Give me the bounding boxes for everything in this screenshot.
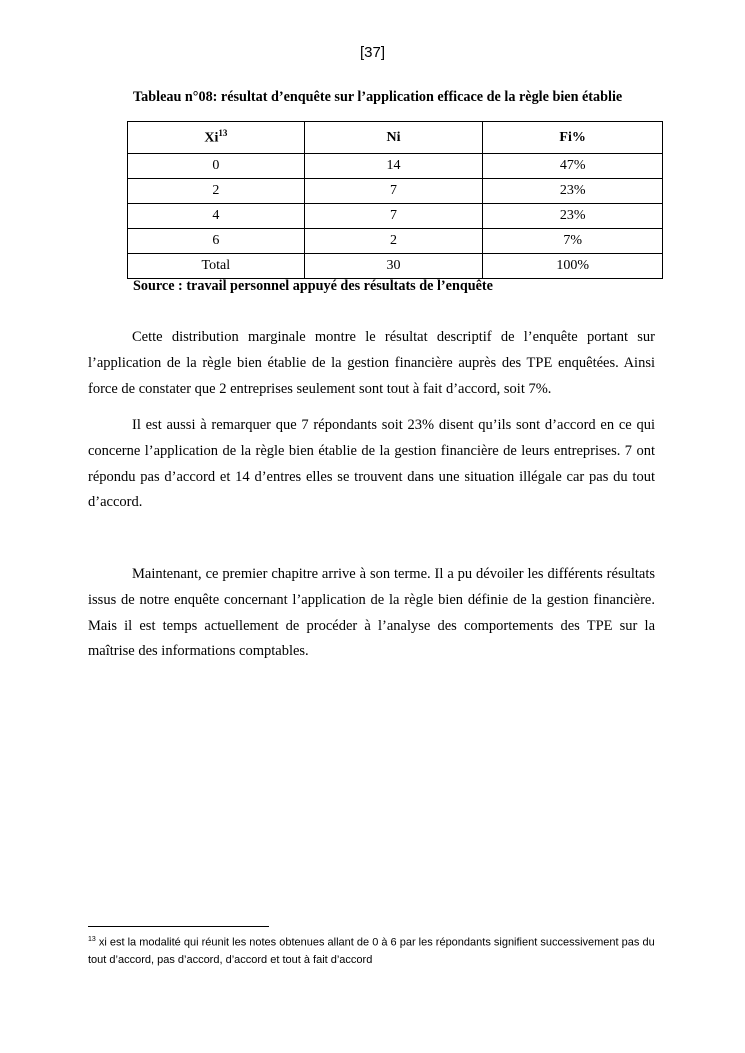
table-row (128, 179, 663, 204)
paragraph-1: Cette distribution marginale montre le résultat descriptif de l’enquête portant sur l’application de la règle bien établie de la gestion financière auprès des TPE enquêtées. Ainsi force de constater que 2 entreprises seulement sont tout à fait d’accord, soit 7%. (88, 329, 655, 397)
footnote (88, 931, 658, 969)
table-row (128, 204, 663, 229)
footnote-number: 13 (88, 936, 96, 943)
cell-fi: 100% (483, 254, 663, 279)
table-caption: Tableau n°08: résultat d’enquête sur l’application efficace de la règle bien établie (133, 89, 623, 105)
cell-xi: 6 (128, 229, 305, 254)
cell-fi: 7% (483, 229, 663, 254)
page-number: [37] (359, 44, 386, 61)
table-total-row (128, 254, 663, 279)
cell-xi: 0 (128, 154, 305, 179)
cell-xi: Total (128, 254, 305, 279)
cell-xi: 2 (128, 179, 305, 204)
header-fi: Fi% (483, 122, 663, 154)
footnote-text: xi est la modalité qui réunit les notes obtenues allant de 0 à 6 par les répondants signifient successivement pas du tout d’accord, pas d’accord, d’accord et tout à fait d’accord (88, 936, 655, 966)
paragraph-2: Il est aussi à remarquer que 7 répondants soit 23% disent qu’ils sont d’accord en ce qui concerne l’application de la règle bien établie de la gestion financière de leurs entreprises. 7 ont répondu pas d’accord et 14 d’entres elles se trouvent dans une situation illégale car pas du tout d’accord. (88, 417, 655, 511)
cell-fi: 23% (483, 204, 663, 229)
footnote-ref: 13 (218, 128, 228, 139)
cell-ni: 14 (304, 154, 483, 179)
cell-fi: 47% (483, 154, 663, 179)
cell-ni: 7 (304, 179, 483, 204)
table-row (128, 229, 663, 254)
cell-fi: 23% (483, 179, 663, 204)
table-source: Source : travail personnel appuyé des résultats de l’enquête (133, 278, 493, 294)
cell-xi: 4 (128, 204, 305, 229)
cell-ni: 2 (304, 229, 483, 254)
table-header-row (128, 122, 663, 154)
footnote-separator (88, 926, 269, 927)
paragraph-3: Maintenant, ce premier chapitre arrive à son terme. Il a pu dévoiler les différents résultats issus de notre enquête concernant l’application de la règle bien définie de la gestion financière. Mais il est temps actuellement de procéder à l’analyse des comportements des TPE sur la maîtrise des informations comptables. (88, 566, 655, 660)
cell-ni: 30 (304, 254, 483, 279)
cell-ni: 7 (304, 204, 483, 229)
table-row (128, 154, 663, 179)
header-xi: Xi$^{13}$ (128, 122, 305, 154)
results-table (127, 121, 663, 279)
header-ni: Ni (304, 122, 483, 154)
